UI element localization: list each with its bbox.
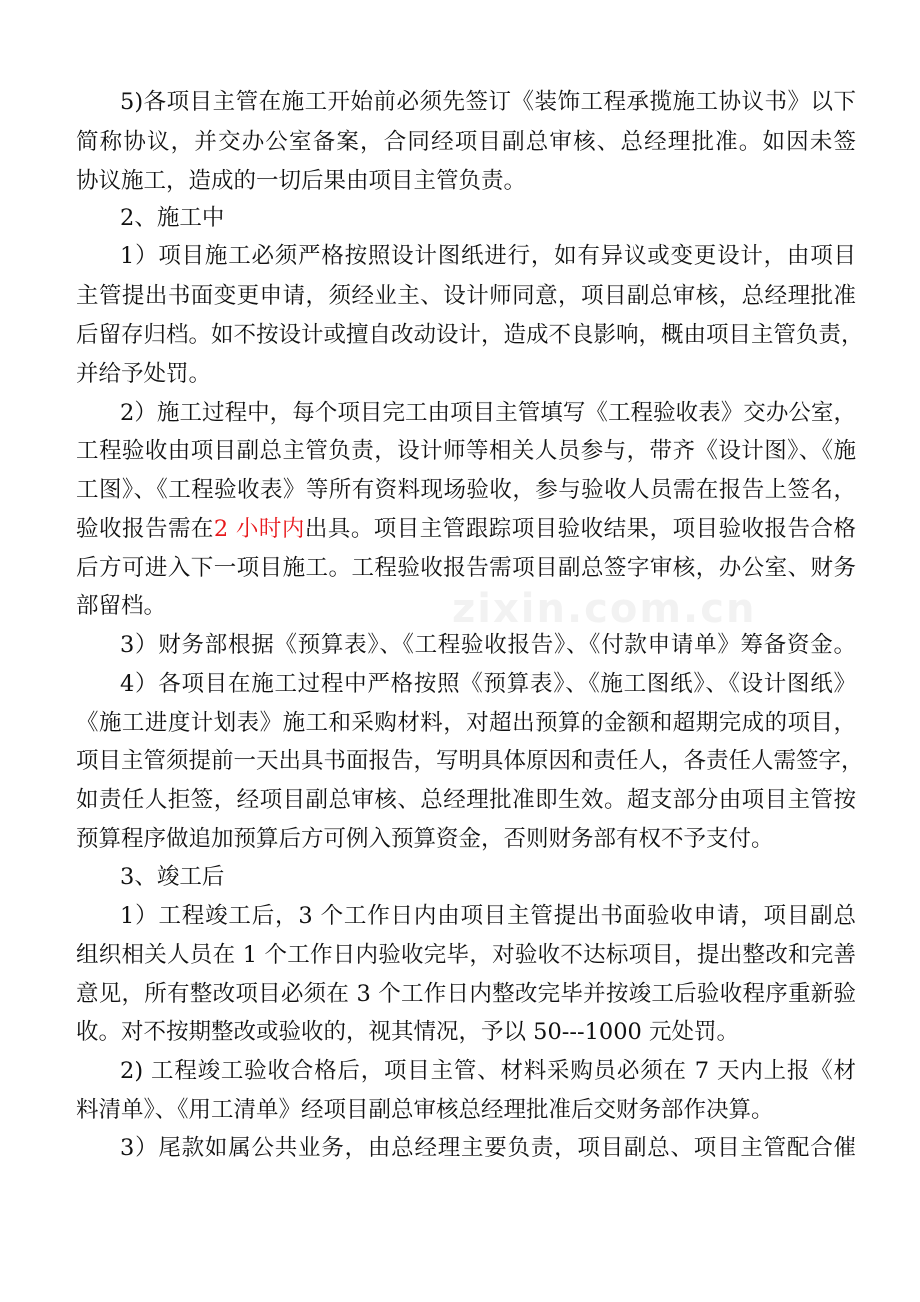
watermark: zixin.com.cn [452, 586, 757, 632]
text-line: 3）财务部根据《预算表》、《工程验收报告》、《付款申请单》筹备资金。 [120, 632, 856, 658]
text-line: 2）施工过程中，每个项目完工由项目主管填写《工程验收表》交办公室， [120, 400, 856, 426]
text-line: 主管提出书面变更申请，须经业主、设计师同意，项目副总审核，总经理批准 [76, 283, 856, 309]
text-line: 后留存归档。如不按设计或擅自改动设计，造成不良影响，概由项目主管负责， [76, 322, 864, 348]
text-line: 协议施工，造成的一切后果由项目主管负责。 [76, 168, 527, 194]
text-line: 1）工程竣工后，3 个工作日内由项目主管提出书面验收申请，项目副总 [120, 903, 856, 929]
text-line: 预算程序做追加预算后方可例入预算资金，否则财务部有权不予支付。 [76, 826, 774, 852]
text-line: 4）各项目在施工过程中严格按照《预算表》、《施工图纸》、《设计图纸》 [120, 671, 856, 697]
text-line: 2) 工程竣工验收合格后，项目主管、材料采购员必须在 7 天内上报《材 [120, 1058, 856, 1084]
text-line: 组织相关人员在 1 个工作日内验收完毕，对验收不达标项目，提出整改和完善 [76, 942, 856, 968]
text-line: 《施工进度计划表》施工和采购材料，对超出预算的金额和超期完成的项目， [76, 710, 856, 736]
text-line: 工图》、《工程验收表》等所有资料现场验收，参与验收人员需在报告上签名， [76, 477, 856, 503]
text-line: 1）项目施工必须严格按照设计图纸进行，如有异议或变更设计，由项目 [120, 243, 856, 269]
text-line: 料清单》、《用工清单》经项目副总审核总经理批准后交财务部作决算。 [76, 1097, 774, 1123]
text-line: 简称协议，并交办公室备案，合同经项目副总审核、总经理批准。如因未签 [76, 129, 856, 155]
text-line: 项目主管须提前一天出具书面报告，写明具体原因和责任人，各责任人需签字， [76, 748, 864, 774]
text-line: 意见，所有整改项目必须在 3 个工作日内整改完毕并按竣工后验收程序重新验 [76, 981, 856, 1007]
section-heading: 2、施工中 [120, 205, 225, 231]
text-line: 3）尾款如属公共业务，由总经理主要负责，项目副总、项目主管配合催 [120, 1135, 856, 1161]
text-line: 如责任人拒签，经项目副总审核、总经理批准即生效。超支部分由项目主管按 [76, 787, 856, 813]
text-line: 后方可进入下一项目施工。工程验收报告需项目副总签字审核，办公室、财务 [76, 555, 856, 581]
section-heading: 3、竣工后 [120, 864, 225, 890]
text-segment: 验收报告需在 [76, 516, 214, 542]
text-line: 5)各项目主管在施工开始前必须先签订《装饰工程承揽施工协议书》以下 [120, 89, 856, 115]
text-line [76, 514, 856, 544]
text-line: 收。对不按期整改或验收的，视其情况，予以 50---1000 元处罚。 [76, 1019, 740, 1045]
text-line: 部留档。 [76, 593, 167, 619]
text-line: 工程验收由项目副总主管负责，设计师等相关人员参与，带齐《设计图》、《施 [76, 438, 856, 464]
highlight-time-limit: 2 小时内 [213, 516, 305, 542]
text-segment: 出具。项目主管跟踪项目验收结果，项目验收报告合格 [304, 516, 856, 542]
text-line: 并给予处罚。 [76, 361, 212, 387]
